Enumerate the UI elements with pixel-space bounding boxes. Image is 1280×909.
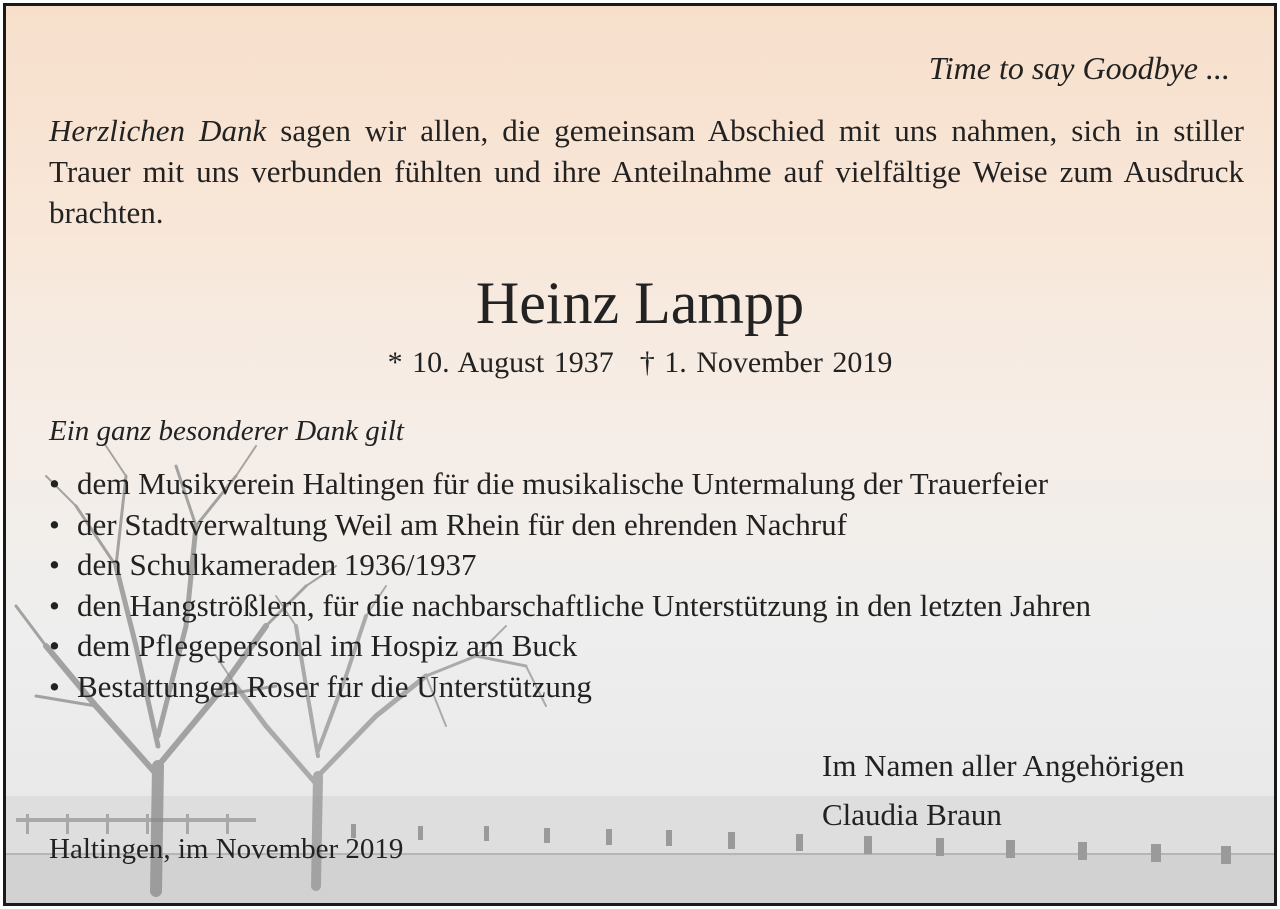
- list-item: • dem Musikverein Haltingen für die musikalische Untermalung der Trauerfeier: [49, 464, 1091, 505]
- thanks-heading: Ein ganz besonderer Dank gilt: [49, 415, 404, 447]
- bullet: •: [49, 466, 60, 501]
- birth-date: * 10. August 1937: [387, 346, 614, 379]
- obituary-card: [3, 3, 1277, 906]
- list-item: • den Hangströßlern, für die nachbarschaftliche Unterstützung in den letzten Jahren: [49, 586, 1091, 627]
- death-date: † 1. November 2019: [639, 346, 893, 379]
- bullet: •: [49, 587, 60, 623]
- tagline: Time to say Goodbye ...: [928, 50, 1230, 86]
- thanks-list: [49, 464, 1091, 707]
- deceased-name: Heinz Lampp: [475, 270, 805, 336]
- bullet: •: [49, 628, 60, 663]
- intro-paragraph: [49, 110, 1244, 233]
- list-item: • der Stadtverwaltung Weil am Rhein für den ehrenden Nachruf: [49, 505, 1091, 546]
- signature-block: [822, 741, 1184, 839]
- list-item: • Bestattungen Roser für die Unterstützung: [49, 667, 1091, 708]
- signature-line-relatives: Im Namen aller Angehörigen: [822, 748, 1185, 783]
- intro-text: sagen wir allen, die gemeinsam Abschied mit uns nahmen, sich in stiller Trauer mit uns verbunden fühlten und ihre Anteilnahme auf vielfältige Weise zum Ausdruck brachten.: [49, 113, 1244, 230]
- life-dates: [6, 346, 1274, 380]
- signature-name: Claudia Braun: [822, 797, 1002, 832]
- bullet: •: [49, 506, 60, 542]
- list-item: • den Schulkameraden 1936/1937: [49, 545, 1091, 586]
- bullet: •: [49, 668, 60, 704]
- list-item: • dem Pflegepersonal im Hospiz am Buck: [49, 626, 1091, 667]
- intro-emphasis: Herzlichen Dank: [49, 113, 267, 148]
- bullet: •: [49, 547, 60, 582]
- place-date: Haltingen, im November 2019: [49, 833, 404, 865]
